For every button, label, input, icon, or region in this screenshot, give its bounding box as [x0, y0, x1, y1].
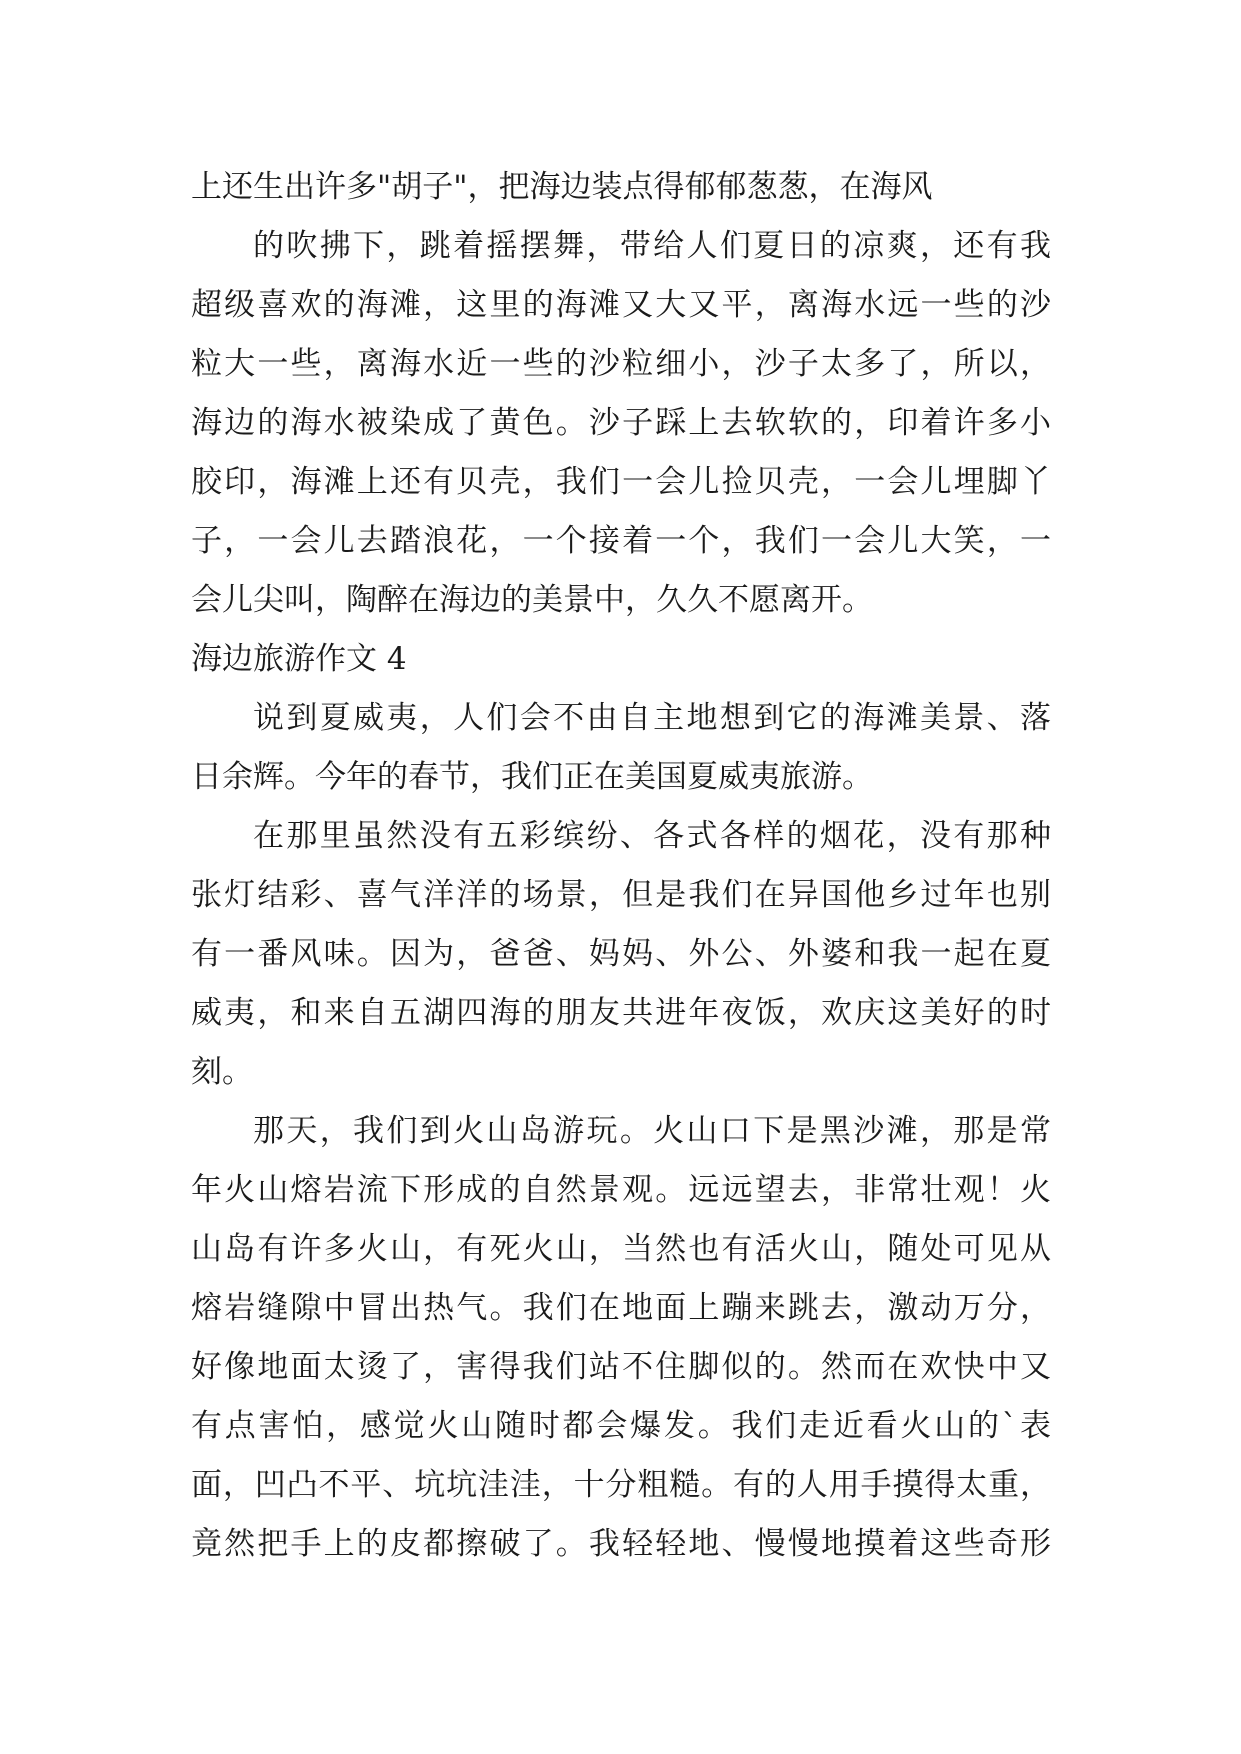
text-line: 好像地面太烫了，害得我们站不住脚似的。然而在欢快中又: [191, 1349, 1051, 1385]
text-line: 竟然把手上的皮都擦破了。我轻轻地、慢慢地摸着这些奇形: [191, 1526, 1051, 1562]
text-line: 超级喜欢的海滩，这里的海滩又大又平，离海水远一些的沙: [191, 287, 1051, 323]
text-line: 粒大一些，离海水近一些的沙粒细小，沙子太多了，所以，: [191, 346, 1051, 382]
document-body: [191, 158, 1051, 1574]
text-line: 威夷，和来自五湖四海的朋友共进年夜饭，欢庆这美好的时: [191, 995, 1051, 1031]
text-line: 张灯结彩、喜气洋洋的场景，但是我们在异国他乡过年也别: [191, 877, 1051, 913]
text-line: 胶印，海滩上还有贝壳，我们一会儿捡贝壳，一会儿埋脚丫: [191, 464, 1051, 500]
text-line: 年火山熔岩流下形成的自然景观。远远望去，非常壮观！火: [191, 1172, 1051, 1208]
text-line: 有一番风味。因为，爸爸、妈妈、外公、外婆和我一起在夏: [191, 936, 1051, 972]
text-line: 子，一会儿去踏浪花，一个接着一个，我们一会儿大笑，一: [191, 523, 1051, 559]
section-heading: 海边旅游作文 4: [191, 641, 407, 677]
text-line: 日余辉。今年的春节，我们正在美国夏威夷旅游。: [191, 759, 873, 795]
text-line: 的吹拂下，跳着摇摆舞，带给人们夏日的凉爽，还有我: [253, 228, 1051, 264]
text-line: 面，凹凸不平、坑坑洼洼，十分粗糙。有的人用手摸得太重，: [191, 1467, 1051, 1503]
text-line: 那天，我们到火山岛游玩。火山口下是黑沙滩，那是常: [253, 1113, 1051, 1149]
text-line: 海边的海水被染成了黄色。沙子踩上去软软的，印着许多小: [191, 405, 1051, 441]
text-line: 山岛有许多火山，有死火山，当然也有活火山，随处可见从: [191, 1231, 1051, 1267]
text-line: 在那里虽然没有五彩缤纷、各式各样的烟花，没有那种: [253, 818, 1051, 854]
text-line: 说到夏威夷，人们会不由自主地想到它的海滩美景、落: [253, 700, 1051, 736]
text-line: 刻。: [191, 1054, 253, 1090]
text-line: 上还生出许多"胡子"，把海边装点得郁郁葱葱，在海风: [191, 169, 933, 205]
text-line: 会儿尖叫，陶醉在海边的美景中，久久不愿离开。: [191, 582, 873, 618]
text-line: 熔岩缝隙中冒出热气。我们在地面上蹦来跳去，激动万分，: [191, 1290, 1051, 1326]
text-line: 有点害怕，感觉火山随时都会爆发。我们走近看火山的`表: [191, 1408, 1051, 1444]
